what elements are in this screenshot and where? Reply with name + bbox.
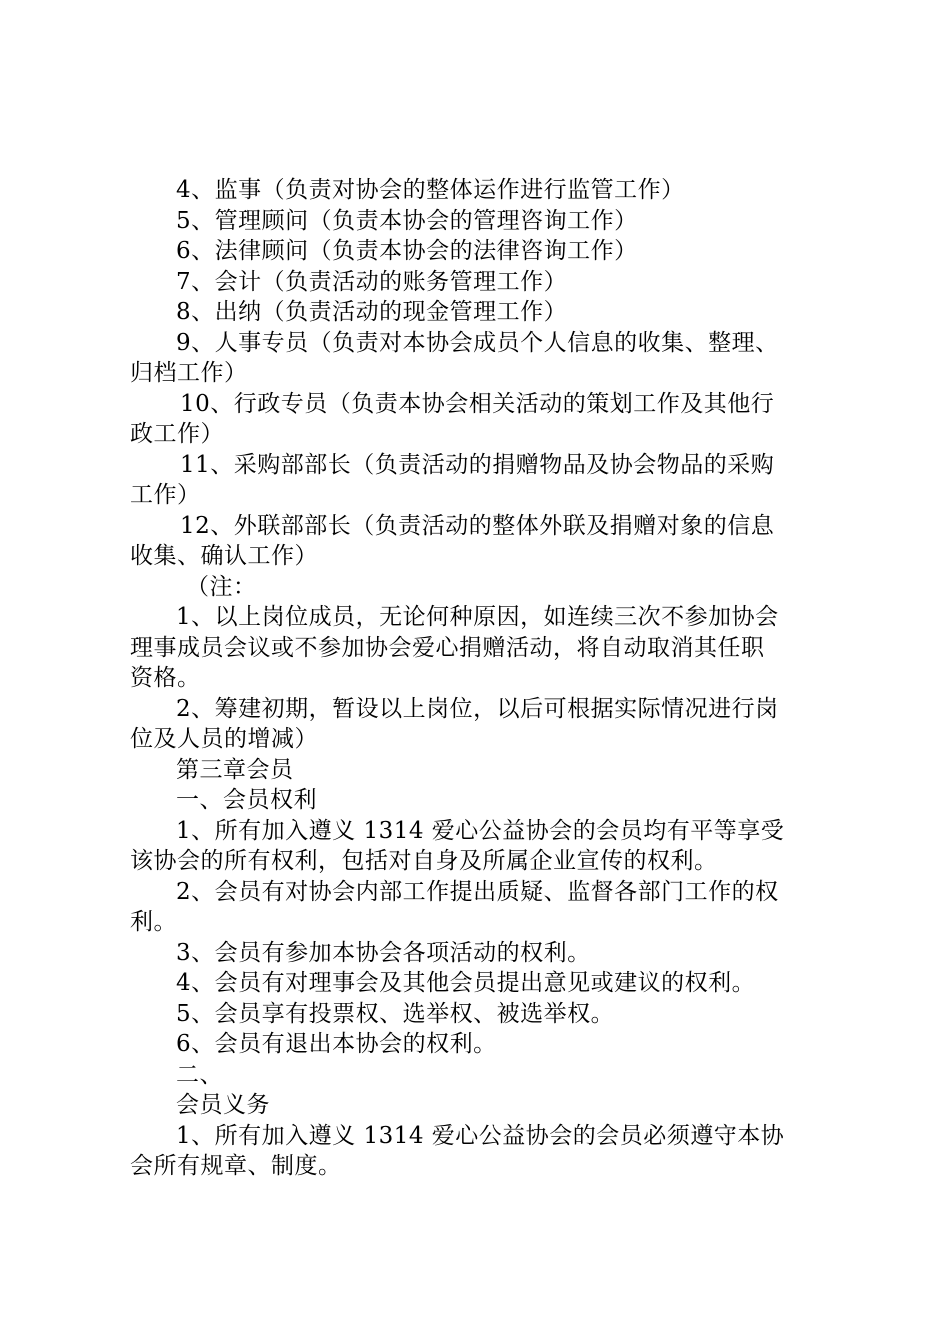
text-line: 理事成员会议或不参加协会爱心捐赠活动，将自动取消其任职 xyxy=(130,634,765,661)
text-line: 收集、确认工作） xyxy=(130,543,318,569)
text-line: 1、所有加入遵义 1314 爱心公益协会的会员均有平等享受 xyxy=(176,817,785,844)
text-line: 4、会员有对理事会及其他会员提出意见或建议的权利。 xyxy=(176,970,756,996)
text-line: 5、管理顾问（负责本协会的管理咨询工作） xyxy=(176,207,638,234)
text-line: 1、所有加入遵义 1314 爱心公益协会的会员必须遵守本协 xyxy=(176,1122,785,1149)
section-heading: 会员义务 xyxy=(176,1092,270,1118)
text-line: 政工作） xyxy=(130,421,224,447)
text-line: 2、筹建初期，暂设以上岗位，以后可根据实际情况进行岗 xyxy=(176,695,779,722)
text-line: 位及人员的增减） xyxy=(130,726,318,752)
text-line: 10、行政专员（负责本协会相关活动的策划工作及其他行 xyxy=(180,390,775,417)
text-line: 利。 xyxy=(130,909,177,935)
text-line: 6、会员有退出本协会的权利。 xyxy=(176,1031,497,1057)
text-line: 7、会计（负责活动的账务管理工作） xyxy=(176,268,568,295)
text-line: （注： xyxy=(186,573,257,600)
text-line: 9、人事专员（负责对本协会成员个人信息的收集、整理、 xyxy=(176,329,779,356)
text-line: 12、外联部部长（负责活动的整体外联及捐赠对象的信息 xyxy=(180,512,775,539)
text-line: 6、法律顾问（负责本协会的法律咨询工作） xyxy=(176,238,638,264)
text-line: 资格。 xyxy=(130,665,201,691)
section-heading: 二、 xyxy=(176,1061,223,1088)
section-heading: 一、会员权利 xyxy=(176,787,317,813)
text-line: 5、会员享有投票权、选举权、被选举权。 xyxy=(176,1000,615,1027)
text-line: 3、会员有参加本协会各项活动的权利。 xyxy=(176,939,591,966)
document-body xyxy=(130,175,830,1182)
text-line: 2、会员有对协会内部工作提出质疑、监督各部门工作的权 xyxy=(176,878,779,905)
text-line: 归档工作） xyxy=(130,360,248,386)
text-line: 11、采购部部长（负责活动的捐赠物品及协会物品的采购 xyxy=(180,451,775,478)
text-line: 1、以上岗位成员，无论何种原因，如连续三次不参加协会 xyxy=(176,604,779,630)
text-line: 4、监事（负责对协会的整体运作进行监管工作） xyxy=(176,177,685,203)
text-line: 该协会的所有权利，包括对自身及所属企业宣传的权利。 xyxy=(130,848,718,874)
text-line: 8、出纳（负责活动的现金管理工作） xyxy=(176,299,568,325)
text-line: 会所有规章、制度。 xyxy=(130,1153,342,1179)
text-line: 工作） xyxy=(130,482,201,508)
chapter-heading: 第三章会员 xyxy=(176,756,294,783)
